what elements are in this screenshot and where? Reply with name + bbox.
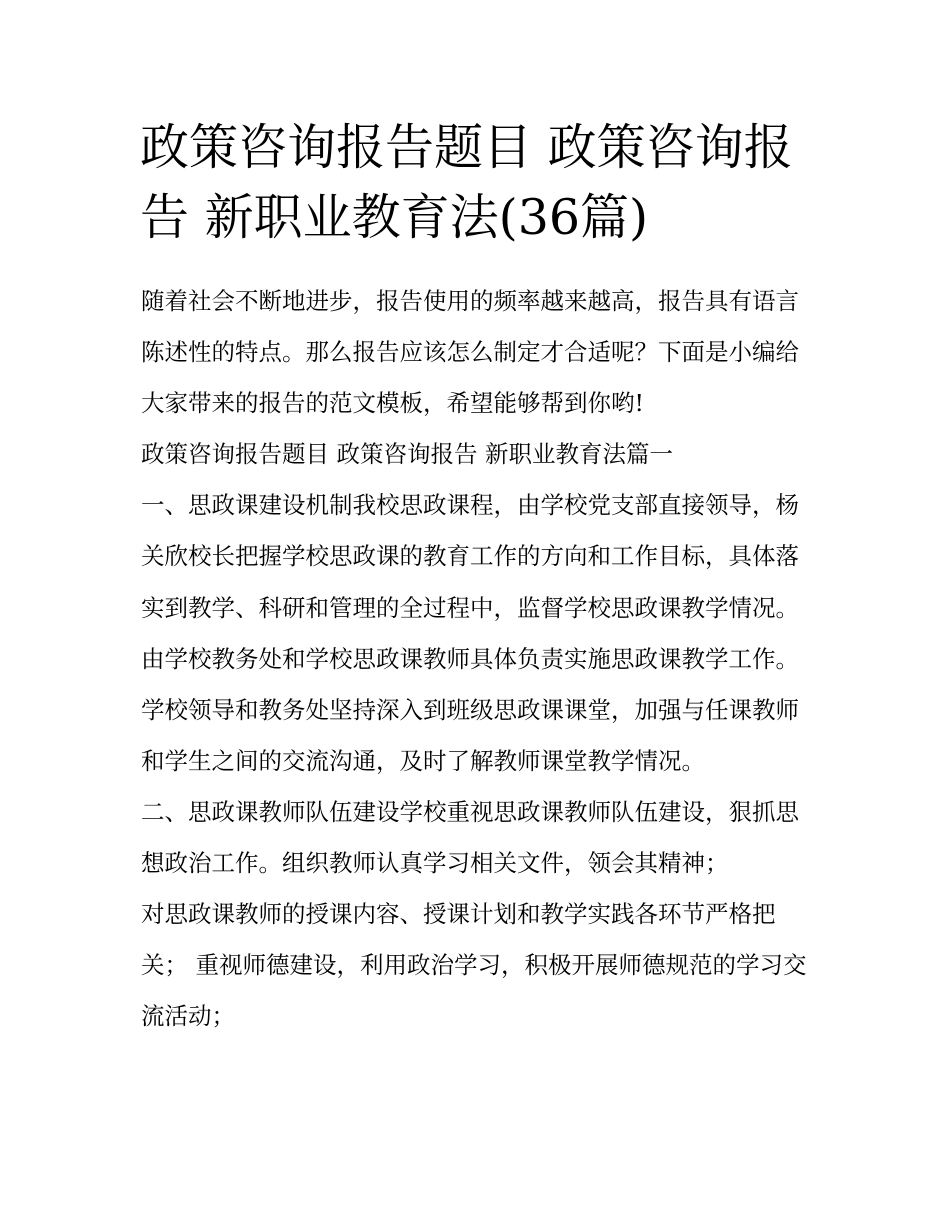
section-heading: 政策咨询报告题目 政策咨询报告 新职业教育法篇一 [141,440,673,469]
document-title: 政策咨询报告题目 政策咨询报告 新职业教育法(36篇) [140,119,793,246]
document-body [141,276,819,1042]
body-paragraph-3: 对思政课教师的授课内容、授课计划和教学实践各环节严格把关； 重视师德建设，利用政治学习，积极开展师德规范的学习交流活动； [141,900,807,1031]
intro-paragraph: 随着社会不断地进步，报告使用的频率越来越高，报告具有语言陈述性的特点。那么报告应该怎么制定才合适呢？下面是小编给大家带来的报告的范文模板，希望能够帮到你哟! [141,287,799,418]
body-paragraph-1: 一、思政课建设机制我校思政课程，由学校党支部直接领导，杨关欣校长把握学校思政课的教育工作的方向和工作目标，具体落实到教学、科研和管理的全过程中，监督学校思政课教学情况。由学校教务处和学校思政课教师具体负责实施思政课教学工作。学校领导和教务处坚持深入到班级思政课课堂，加强与任课教师和学生之间的交流沟通，及时了解教师课堂教学情况。 [141,491,799,775]
body-paragraph-2: 二、思政课教师队伍建设学校重视思政课教师队伍建设，狠抓思想政治工作。组织教师认真学习相关文件，领会其精神； [141,797,799,878]
